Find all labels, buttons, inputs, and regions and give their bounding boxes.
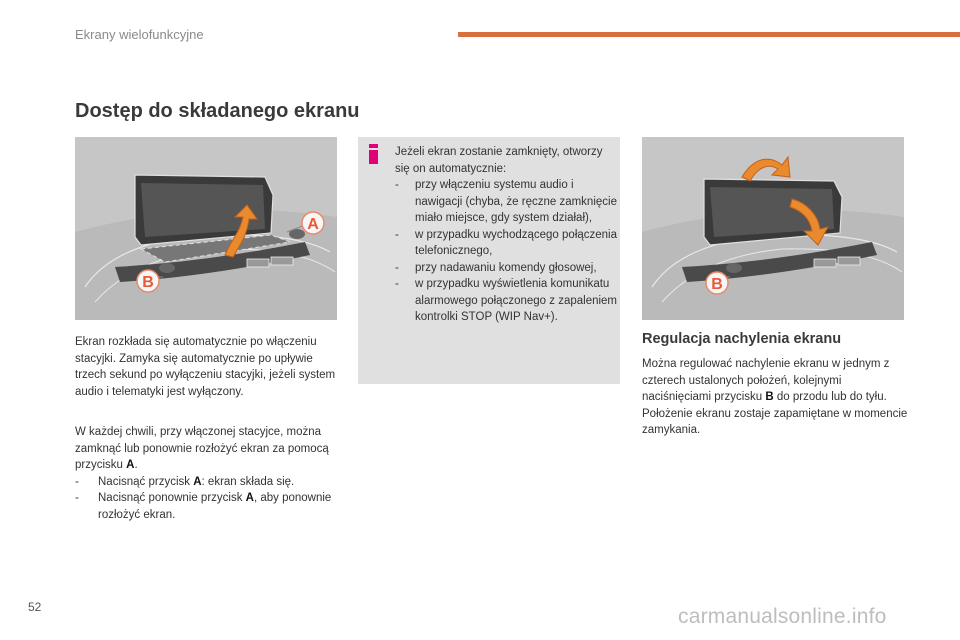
key-b: B [765, 391, 774, 403]
key-a: A [245, 492, 254, 504]
button-b-label: B [711, 276, 723, 293]
page-number: 52 [28, 600, 42, 614]
list-item: - przy nadawaniu komendy głosowej, [395, 261, 597, 274]
list-item: - przy włączeniu systemu audio i nawigacji (chyba, że ręczne zamknięcie miało miejsce, gdy system działał), [395, 179, 617, 224]
list-item: - w przypadku wyświetlenia komunikatu alarmowego połączonego z zapaleniem kontrolki STOP (WIP Nav+). [395, 278, 618, 323]
list-item: - w przypadku wychodzącego połączenia telefonicznego, [395, 228, 618, 257]
tilt-paragraph: Można regulować nachylenie ekranu w jednym z czterech ustalonych położeń, kolejnymi naciśnięciami przycisku B do przodu lub do tyłu. Położenie ekranu zostaje zapamiętane w momencie zamykania. [642, 358, 908, 436]
screen-tilt-illustration [642, 137, 904, 320]
manual-fold-paragraph [75, 424, 345, 523]
manual-fold-intro: W każdej chwili, przy włączonej stacyjce, można zamknąć lub ponownie rozłożyć ekran za pomocą przycisku A. [75, 426, 329, 471]
list-item: - Nacisnąć ponownie przycisk A, aby ponownie rozłożyć ekran. [75, 492, 332, 521]
page-title: Dostęp do składanego ekranu [75, 100, 360, 122]
key-a: A [126, 459, 135, 471]
list-item: - Nacisnąć przycisk A: ekran składa się. [75, 475, 295, 488]
screen-unfold-illustration [75, 137, 337, 320]
button-b-label: B [142, 274, 154, 291]
info-icon [369, 144, 378, 164]
key-a: A [193, 475, 202, 488]
header-accent-bar [458, 32, 960, 37]
info-intro: Jeżeli ekran zostanie zamknięty, otworzy się on automatycznie: [395, 146, 603, 175]
button-a-label: A [307, 216, 319, 233]
tilt-section-title: Regulacja nachylenia ekranu [642, 331, 842, 347]
section-label: Ekrany wielofunkcyjne [75, 27, 204, 42]
auto-unfold-paragraph: Ekran rozkłada się automatycznie po włączeniu stacyjki. Zamyka się automatycznie po upływie trzech sekund po wyłączeniu stacyjki, jeżeli system audio i telematyki jest wyłączony. [75, 336, 336, 398]
info-box-text [395, 144, 617, 326]
watermark: carmanualsonline.info [678, 605, 887, 628]
